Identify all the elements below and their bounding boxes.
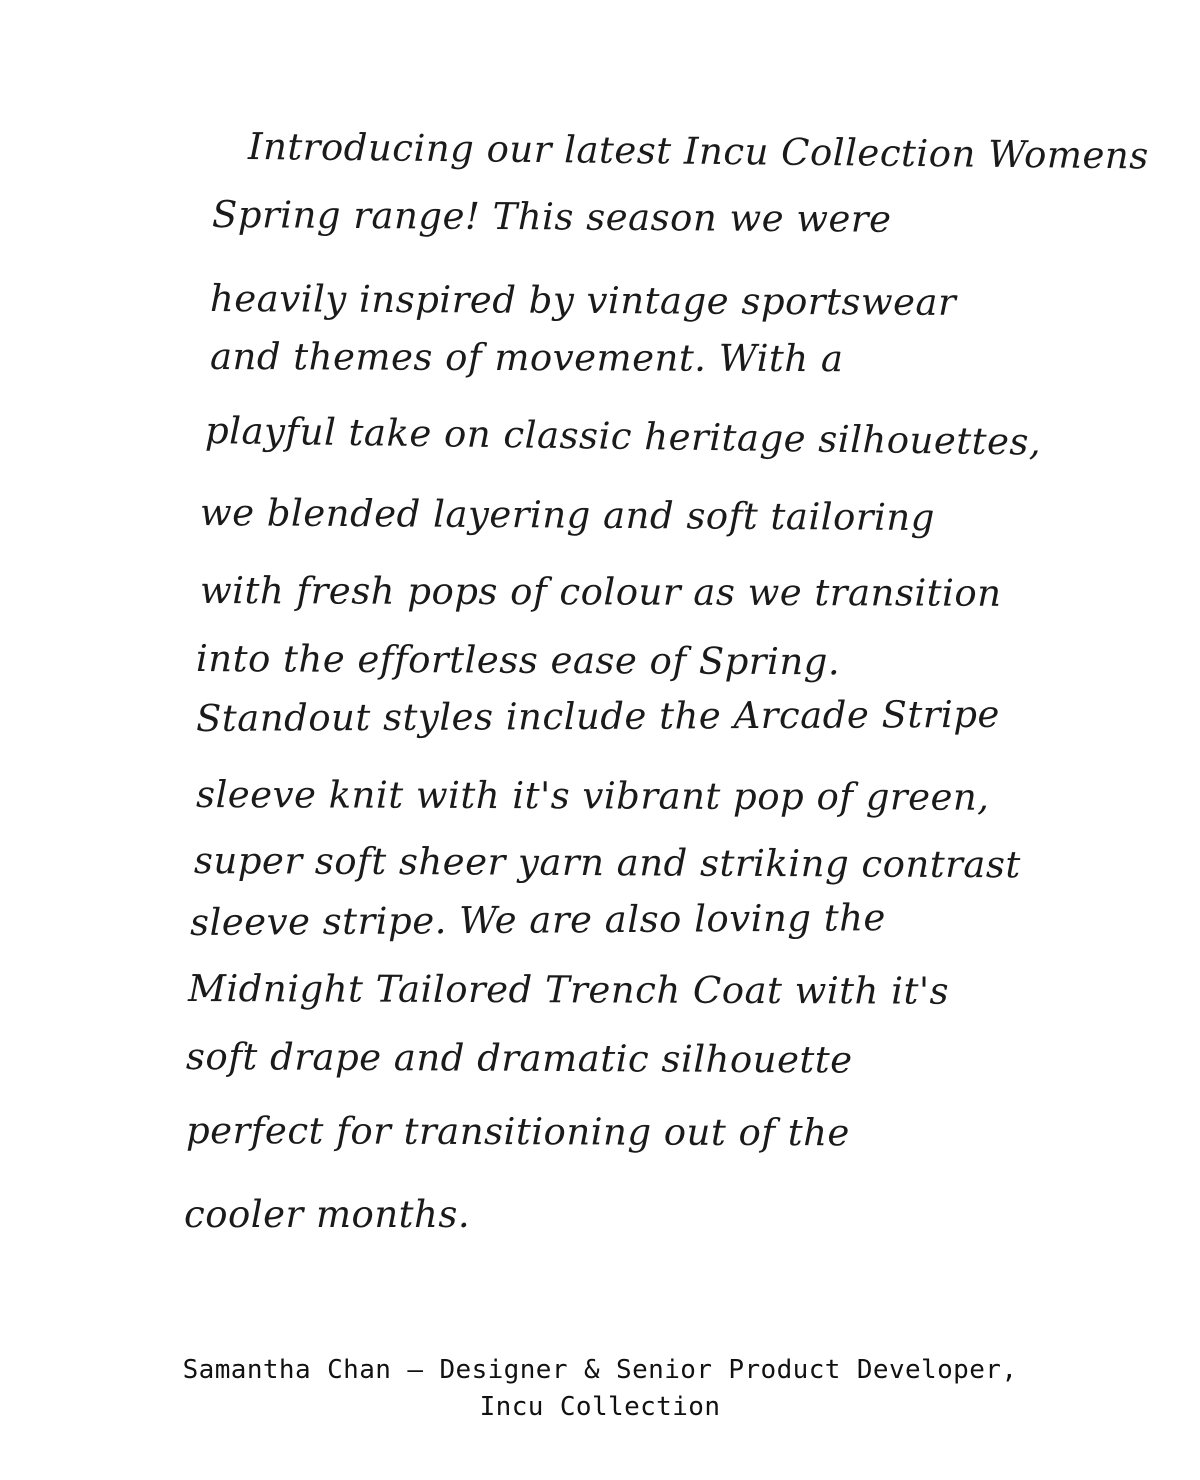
note-line: playful take on classic heritage silhouettes,	[204, 409, 1042, 464]
note-line: sleeve knit with it's vibrant pop of green,	[195, 773, 990, 819]
author-caption	[0, 1352, 1200, 1426]
note-line: sleeve stripe. We are also loving the	[189, 896, 887, 944]
note-line: perfect for transitioning out of the	[185, 1109, 850, 1155]
note-line: cooler months.	[184, 1193, 471, 1236]
note-line: Spring range! This season we were	[211, 193, 892, 241]
note-line: we blended layering and soft tailoring	[199, 491, 936, 540]
note-line: Midnight Tailored Trench Coat with it's	[187, 967, 950, 1013]
note-line: into the effortless ease of Spring.	[195, 637, 841, 684]
note-line: Introducing our latest Incu Collection Womens	[247, 125, 1149, 178]
note-line: heavily inspired by vintage sportswear	[209, 277, 957, 324]
note-line: Standout styles include the Arcade Stripe	[195, 692, 1000, 740]
note-line: super soft sheer yarn and striking contrast	[193, 839, 1021, 887]
caption-line-company: Incu Collection	[479, 1392, 721, 1422]
note-line: soft drape and dramatic silhouette	[185, 1035, 853, 1082]
note-line: with fresh pops of colour as we transition	[199, 569, 1002, 615]
caption-line-author: Samantha Chan — Designer & Senior Product Developer,	[182, 1355, 1018, 1385]
note-line: and themes of movement. With a	[209, 335, 844, 381]
